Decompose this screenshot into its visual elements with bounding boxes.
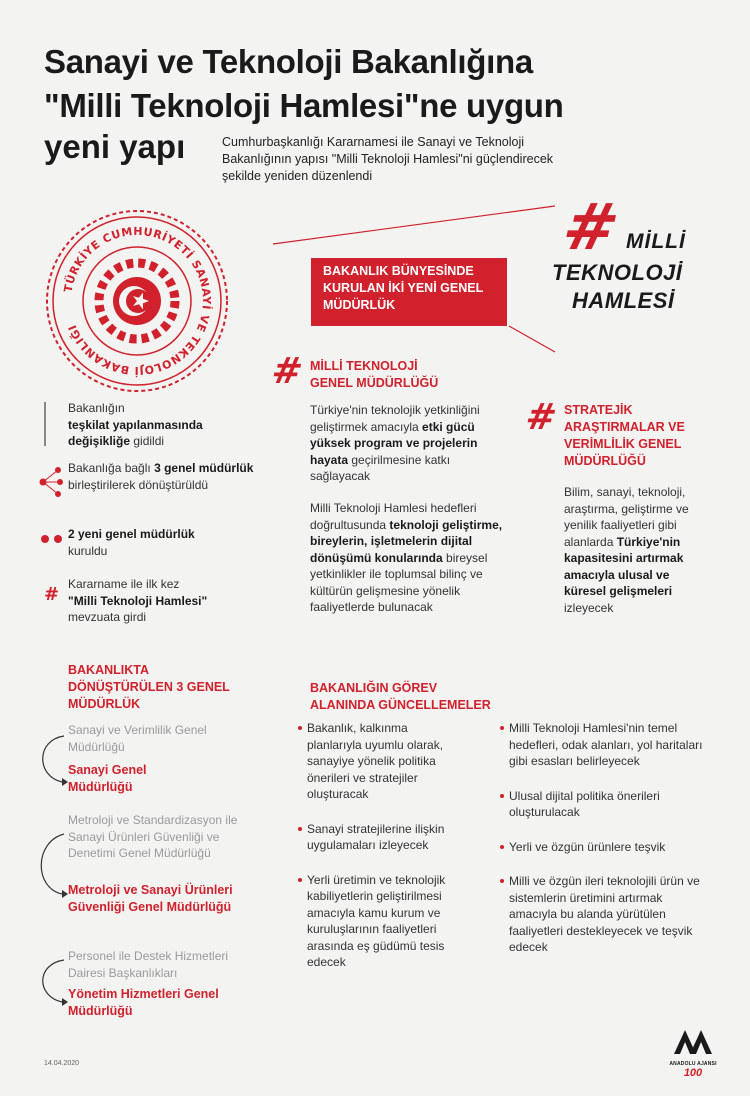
sagm-tail: izleyecek <box>564 600 614 615</box>
mtgm-title <box>310 358 510 392</box>
hashtag-icon: # <box>44 584 60 605</box>
fact-item <box>38 460 258 526</box>
transform-item <box>30 722 270 802</box>
sagm-paragraph <box>564 484 714 616</box>
list-item: Yerli üretimin ve teknolojik kabiliyetlerin geliştirilmesi amacıyla kamu kurum ve kuruluşlarının faaliyetleri arasında eş güdümü tesis edecek <box>298 872 460 971</box>
transform-item <box>30 948 270 1028</box>
mtgm-p1-text: Türkiye'nin teknolojik yetkinliğini geliştirmek amacıyla <box>310 403 480 434</box>
fact-pre: Kararname ile ilk kez <box>68 577 180 591</box>
sagm-bold: Türkiye'nin kapasitesini artırmak amacıyla ulusal ve küresel gelişmeleri <box>564 534 684 598</box>
sagm-title-line-3: VERİMLİLİK GENEL <box>564 437 682 451</box>
transform-item <box>30 812 270 936</box>
mtgm-title-line-1: MİLLİ TEKNOLOJİ <box>310 359 418 373</box>
mtgm-p2-bold: teknoloji geliştirme, bireylerin, işletmelerin dijital dönüşümü konularında <box>310 517 503 565</box>
old-directorate: Sanayi ve Verimlilik Genel Müdürlüğü <box>68 723 207 754</box>
list-item: Sanayi stratejilerine ilişkin uygulamaları izleyecek <box>298 821 460 854</box>
fact-bold: "Milli Teknoloji Hamlesi" <box>68 593 208 608</box>
list-item: Yerli ve özgün ürünlere teşvik <box>500 839 710 856</box>
fact-pre: Bakanlığın <box>68 401 125 415</box>
anniversary-mark: 100 <box>683 1067 703 1079</box>
title-line-1: Sanayi ve Teknoloji Bakanlığına <box>44 43 533 80</box>
title-line-3: yeni yapı <box>44 128 186 165</box>
logo-line-3: HAMLESİ <box>572 288 675 313</box>
fact-item <box>38 400 258 460</box>
double-dot-icon <box>40 534 64 544</box>
updates-title <box>310 680 550 714</box>
logo-line-2: TEKNOLOJİ <box>552 260 683 285</box>
milli-teknoloji-logo <box>548 191 698 330</box>
subtitle: Cumhurbaşkanlığı Kararnamesi ile Sanayi ve Teknoloji Bakanlığının yapısı "Milli Teknoloji Hamlesi"ni güçlendirecek şekilde yeniden düzenlendi <box>222 135 554 183</box>
hashtag-icon: # <box>522 397 560 438</box>
list-item: Ulusal dijital politika önerileri oluşturulacak <box>500 788 710 821</box>
agency-name: ANADOLU AJANSI <box>669 1061 717 1067</box>
page-title <box>44 40 704 128</box>
fact-bold: 3 genel müdürlük <box>154 461 254 475</box>
mtgm-paragraph-2 <box>310 500 510 616</box>
old-directorate: Personel ile Destek Hizmetleri Dairesi Başkanlıkları <box>68 949 229 980</box>
sagm-title-line-1: STRATEJİK <box>564 403 633 417</box>
new-directorate: Sanayi Genel Müdürlüğü <box>68 763 147 794</box>
transformed-title <box>68 662 268 713</box>
fact-post: mevzuata girdi <box>68 610 147 624</box>
fact-item <box>38 526 258 576</box>
updates-col-1 <box>298 720 460 971</box>
list-item: Milli Teknoloji Hamlesi'nin temel hedefleri, odak alanları, yol haritaları gibi esasları belirleyecek <box>500 720 710 770</box>
new-directorates-banner: BAKANLIK BÜNYESİNDE KURULAN İKİ YENİ GENEL MÜDÜRLÜK <box>311 258 507 326</box>
sagm-title-line-2: ARAŞTIRMALAR VE <box>564 420 685 434</box>
seal-ring-text: TÜRKİYE CUMHURİYETİ SANAYİ VE TEKNOLOJİ BAKANLIĞI <box>61 224 214 378</box>
aa-logo-icon <box>668 1026 718 1086</box>
fact-item <box>38 576 258 636</box>
hashtag-icon: # <box>268 351 306 392</box>
transformed-title-line-1: BAKANLIKTA <box>68 663 150 677</box>
mtgm-p1-bold: etki gücü yüksek program ve projelerin hayata <box>310 419 478 467</box>
curved-arrow-icon <box>30 958 70 1008</box>
fact-bold: 2 yeni genel müdürlük <box>68 527 195 541</box>
network-dots-icon <box>38 464 64 500</box>
new-directorate: Yönetim Hizmetleri Genel Müdürlüğü <box>68 987 219 1018</box>
title-line-2: "Milli Teknoloji Hamlesi"ne uygun <box>44 87 564 124</box>
list-item: Milli ve özgün ileri teknolojili ürün ve sistemlerin üretimini artırmak amacıyla bu alanda yürütülen faaliyetleri destekleyecek ve teşvik edecek <box>500 873 710 956</box>
transformed-title-line-3: MÜDÜRLÜK <box>68 697 141 711</box>
footer-date: 14.04.2020 <box>44 1060 80 1067</box>
list-item: Bakanlık, kalkınma planlarıyla uyumlu olarak, sanayiye yönelik politika önerileri ve stratejiler oluşturacak <box>298 720 460 803</box>
fact-pre: Bakanlığa bağlı <box>68 461 151 475</box>
fact-list <box>38 400 258 636</box>
mtgm-title-line-2: GENEL MÜDÜRLÜĞÜ <box>310 376 439 390</box>
sagm-title-line-4: MÜDÜRLÜĞÜ <box>564 454 646 468</box>
old-directorate: Metroloji ve Standardizasyon ile Sanayi Ürünleri Güvenliği ve Denetimi Genel Müdürlüğü <box>68 813 238 860</box>
mtgm-p2-tail: bireysel yetkinlikler ile toplumsal bilinç ve kültürün gelişmesine yönelik faaliyetlerde bulunacak <box>310 550 488 614</box>
seal-emblem-icon <box>44 208 230 394</box>
mtgm-p1-tail: geçirilmesine katkı sağlayacak <box>310 452 451 483</box>
updates-title-line-1: BAKANLIĞIN GÖREV <box>310 681 438 695</box>
sagm-text: Bilim, sanayi, teknoloji, araştırma, geliştirme ve yenilik faaliyetleri gibi alanlarda <box>564 485 689 549</box>
fact-post: gidildi <box>133 434 165 448</box>
fact-bold: teşkilat yapılanmasında değişikliğe <box>68 417 203 448</box>
hashtag-icon: # <box>556 191 626 265</box>
vertical-bar-icon <box>44 402 46 446</box>
mtgm-p2-text: Milli Teknoloji Hamlesi hedefleri doğrultusunda <box>310 501 477 532</box>
updates-col-2 <box>500 720 710 956</box>
fact-post: kuruldu <box>68 543 108 558</box>
transformed-title-line-2: DÖNÜŞTÜRÜLEN 3 GENEL <box>68 680 230 694</box>
fact-post: birleştirilerek dönüştürüldü <box>68 477 209 492</box>
curved-arrow-icon <box>30 832 70 898</box>
logo-line-1: MİLLİ <box>626 230 686 253</box>
new-directorate: Metroloji ve Sanayi Ürünleri Güvenliği Genel Müdürlüğü <box>68 883 233 914</box>
updates-title-line-2: ALANINDA GÜNCELLEMELER <box>310 698 491 712</box>
sagm-title <box>564 402 724 470</box>
curved-arrow-icon <box>30 734 70 786</box>
mtgm-paragraph-1 <box>310 402 510 485</box>
